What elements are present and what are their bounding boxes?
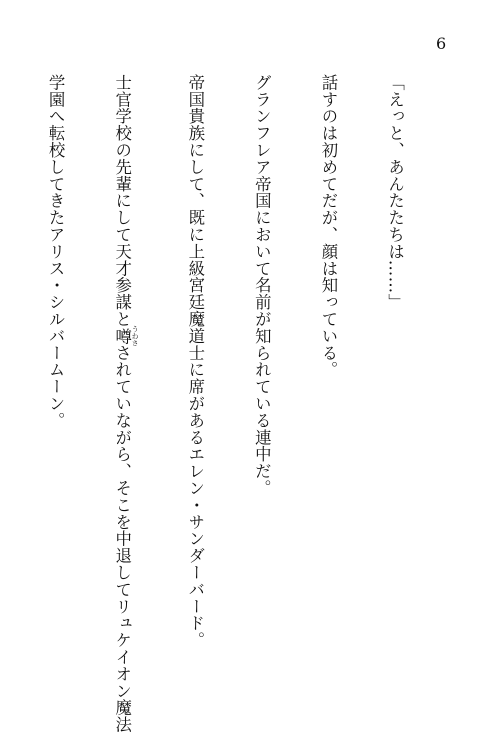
furigana-reading: うわさ — [131, 325, 140, 347]
text-line: 話すのは初めてだが、顔は知っている。 — [318, 74, 338, 379]
text-line: グランフレア帝国において名前が知られている連中だ。 — [252, 74, 272, 497]
text-line: 学園へ転校してきたアリス・シルバームーン。 — [46, 74, 66, 429]
text-line: 士官学校の先輩にして天才参謀と噂 うわさされていながら、そこを中退してリュケイオン魔法 — [112, 74, 140, 734]
furigana: 噂 うわさ — [112, 325, 140, 347]
text-line: 帝国貴族にして、既に上級宮廷魔道士に席があるエレン・サンダーバード。 — [185, 74, 205, 649]
text-line: 「えっと、あんたたちは……」 — [385, 74, 405, 311]
novel-body-text — [46, 74, 450, 734]
page-number: 6 — [436, 34, 447, 53]
